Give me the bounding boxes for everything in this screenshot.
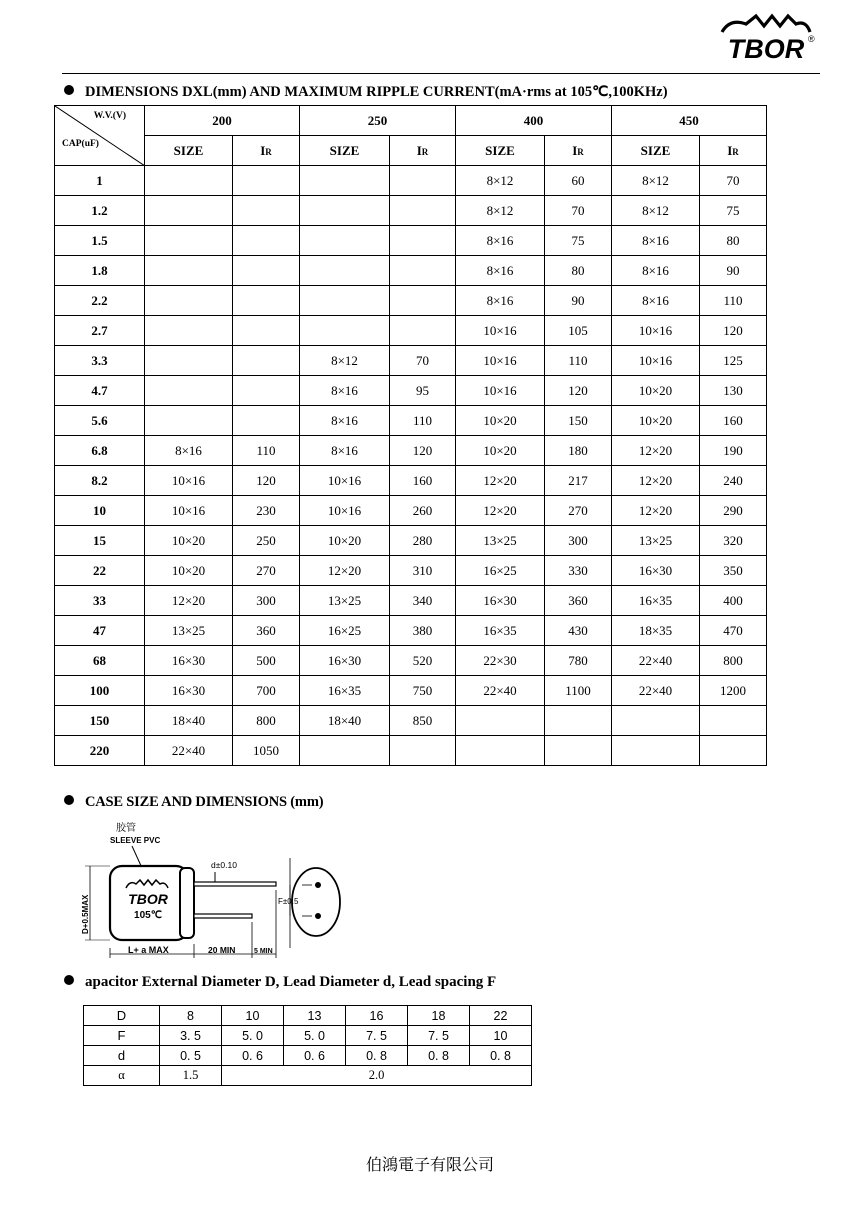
lead-dimension-table bbox=[83, 1005, 532, 1086]
ripple-cell bbox=[233, 256, 300, 286]
capacitance-cell: 47 bbox=[55, 616, 145, 646]
lead-bottom bbox=[194, 914, 252, 918]
size-cell: 8×12 bbox=[300, 346, 390, 376]
ripple-cell: 700 bbox=[233, 676, 300, 706]
size-cell bbox=[145, 226, 233, 256]
size-cell: 8×16 bbox=[456, 286, 545, 316]
ripple-cell: 270 bbox=[545, 496, 612, 526]
size-cell: 12×20 bbox=[456, 496, 545, 526]
size-cell: 8×16 bbox=[300, 436, 390, 466]
ripple-cell bbox=[545, 706, 612, 736]
table-row bbox=[84, 1006, 532, 1026]
ripple-cell bbox=[390, 736, 456, 766]
ripple-cell bbox=[390, 256, 456, 286]
table-row bbox=[55, 586, 767, 616]
size-cell: 10×16 bbox=[456, 346, 545, 376]
size-cell bbox=[300, 316, 390, 346]
table-row bbox=[84, 1026, 532, 1046]
dimension-value: 7. 5 bbox=[408, 1026, 470, 1046]
capacitance-cell: 1.2 bbox=[55, 196, 145, 226]
ripple-cell: 80 bbox=[545, 256, 612, 286]
size-cell: 22×40 bbox=[456, 676, 545, 706]
size-header: SIZE bbox=[145, 136, 233, 166]
ripple-cell bbox=[700, 736, 767, 766]
ripple-cell: 280 bbox=[390, 526, 456, 556]
dimension-value: 0. 6 bbox=[222, 1046, 284, 1066]
dimension-value: 0. 8 bbox=[408, 1046, 470, 1066]
table-row bbox=[55, 556, 767, 586]
registered-mark: ® bbox=[808, 34, 815, 44]
size-cell: 18×40 bbox=[145, 706, 233, 736]
ripple-cell: 310 bbox=[390, 556, 456, 586]
ripple-cell: 70 bbox=[545, 196, 612, 226]
ripple-cell bbox=[233, 346, 300, 376]
dimension-value: 8 bbox=[160, 1006, 222, 1026]
ripple-cell: 217 bbox=[545, 466, 612, 496]
size-cell: 12×20 bbox=[300, 556, 390, 586]
capacitance-cell: 15 bbox=[55, 526, 145, 556]
size-cell: 13×25 bbox=[612, 526, 700, 556]
size-cell: 18×35 bbox=[612, 616, 700, 646]
ripple-cell: 160 bbox=[700, 406, 767, 436]
ripple-cell: 125 bbox=[700, 346, 767, 376]
capacitance-cell: 5.6 bbox=[55, 406, 145, 436]
size-cell: 8×16 bbox=[300, 376, 390, 406]
dimension-value: 0. 5 bbox=[160, 1046, 222, 1066]
capacitance-cell: 68 bbox=[55, 646, 145, 676]
ripple-cell: 750 bbox=[390, 676, 456, 706]
size-cell bbox=[145, 376, 233, 406]
capacitance-cell: 1 bbox=[55, 166, 145, 196]
size-cell bbox=[145, 316, 233, 346]
size-cell bbox=[145, 166, 233, 196]
end-min-label: 5 MIN bbox=[254, 948, 273, 955]
ripple-cell: 520 bbox=[390, 646, 456, 676]
sleeve-cn-label: 胶管 bbox=[116, 823, 136, 834]
ripple-cell: 380 bbox=[390, 616, 456, 646]
size-cell: 16×30 bbox=[145, 676, 233, 706]
row-label: D bbox=[84, 1006, 160, 1026]
ripple-cell bbox=[390, 316, 456, 346]
table-row bbox=[55, 316, 767, 346]
ripple-cell: 340 bbox=[390, 586, 456, 616]
size-cell: 16×35 bbox=[456, 616, 545, 646]
size-cell: 8×12 bbox=[612, 196, 700, 226]
ripple-cell: 430 bbox=[545, 616, 612, 646]
size-header: SIZE bbox=[612, 136, 700, 166]
ripple-cell: 150 bbox=[545, 406, 612, 436]
voltage-header: 450 bbox=[612, 106, 767, 136]
ripple-cell: 120 bbox=[545, 376, 612, 406]
ripple-cell: 1050 bbox=[233, 736, 300, 766]
ripple-cell: 80 bbox=[700, 226, 767, 256]
ripple-cell: 90 bbox=[700, 256, 767, 286]
table-row bbox=[55, 226, 767, 256]
ripple-cell: 120 bbox=[233, 466, 300, 496]
table-row bbox=[55, 346, 767, 376]
dimension-value: 16 bbox=[346, 1006, 408, 1026]
ripple-cell bbox=[390, 226, 456, 256]
table-row bbox=[55, 406, 767, 436]
ripple-cell: 95 bbox=[390, 376, 456, 406]
size-cell: 16×25 bbox=[300, 616, 390, 646]
size-cell bbox=[456, 706, 545, 736]
voltage-header: 200 bbox=[145, 106, 300, 136]
size-cell: 10×20 bbox=[456, 406, 545, 436]
dimension-value: 10 bbox=[470, 1026, 532, 1046]
size-cell bbox=[612, 706, 700, 736]
size-cell: 12×20 bbox=[612, 466, 700, 496]
capacitance-cell: 8.2 bbox=[55, 466, 145, 496]
dimension-value: 5. 0 bbox=[222, 1026, 284, 1046]
capacitance-cell: 150 bbox=[55, 706, 145, 736]
size-cell bbox=[300, 196, 390, 226]
size-cell bbox=[456, 736, 545, 766]
ripple-cell: 240 bbox=[700, 466, 767, 496]
capacitor-end-cap bbox=[180, 868, 194, 938]
dimension-value: 3. 5 bbox=[160, 1026, 222, 1046]
capacitance-cell: 2.7 bbox=[55, 316, 145, 346]
size-cell: 22×30 bbox=[456, 646, 545, 676]
size-cell: 10×16 bbox=[612, 316, 700, 346]
size-cell: 22×40 bbox=[612, 676, 700, 706]
size-cell: 10×16 bbox=[456, 316, 545, 346]
size-cell: 16×30 bbox=[612, 556, 700, 586]
ripple-cell bbox=[233, 286, 300, 316]
size-cell: 12×20 bbox=[145, 586, 233, 616]
size-cell: 8×12 bbox=[456, 196, 545, 226]
size-cell: 10×20 bbox=[300, 526, 390, 556]
size-cell: 10×20 bbox=[456, 436, 545, 466]
size-cell: 22×40 bbox=[145, 736, 233, 766]
header-rule bbox=[62, 73, 820, 74]
ripple-cell: 130 bbox=[700, 376, 767, 406]
ripple-cell: 90 bbox=[545, 286, 612, 316]
table-row bbox=[55, 736, 767, 766]
ripple-cell: 105 bbox=[545, 316, 612, 346]
size-cell: 10×16 bbox=[456, 376, 545, 406]
size-cell bbox=[300, 286, 390, 316]
alpha-value: 1.5 bbox=[160, 1066, 222, 1086]
ir-header: IR bbox=[545, 136, 612, 166]
alpha-value: 2.0 bbox=[222, 1066, 532, 1086]
table-row bbox=[55, 376, 767, 406]
dimension-value: 22 bbox=[470, 1006, 532, 1026]
ripple-cell bbox=[233, 196, 300, 226]
ripple-cell: 230 bbox=[233, 496, 300, 526]
ripple-cell: 290 bbox=[700, 496, 767, 526]
size-cell: 10×16 bbox=[145, 466, 233, 496]
corner-wv-label: W.V.(V) bbox=[93, 111, 126, 121]
ripple-cell: 360 bbox=[233, 616, 300, 646]
corner-cell bbox=[55, 106, 145, 166]
ripple-current-table bbox=[54, 105, 767, 766]
table-row bbox=[55, 526, 767, 556]
ripple-cell: 400 bbox=[700, 586, 767, 616]
ripple-cell: 60 bbox=[545, 166, 612, 196]
voltage-header: 250 bbox=[300, 106, 456, 136]
capacitance-cell: 220 bbox=[55, 736, 145, 766]
table-row bbox=[55, 676, 767, 706]
ripple-cell: 500 bbox=[233, 646, 300, 676]
dimension-value: 5. 0 bbox=[284, 1026, 346, 1046]
voltage-header-row bbox=[55, 106, 767, 136]
capacitance-cell: 1.8 bbox=[55, 256, 145, 286]
bullet-icon bbox=[64, 85, 74, 95]
ripple-cell: 120 bbox=[700, 316, 767, 346]
ripple-cell: 75 bbox=[545, 226, 612, 256]
capacitance-cell: 100 bbox=[55, 676, 145, 706]
table-row bbox=[84, 1046, 532, 1066]
body-logo-text: TBOR bbox=[128, 891, 168, 907]
voltage-header: 400 bbox=[456, 106, 612, 136]
size-cell: 16×35 bbox=[612, 586, 700, 616]
ripple-section-title: DIMENSIONS DXL(mm) AND MAXIMUM RIPPLE CURRENT(mA·rms at 105℃,100KHz) bbox=[64, 84, 668, 101]
ripple-cell: 110 bbox=[700, 286, 767, 316]
case-section-title: CASE SIZE AND DIMENSIONS (mm) bbox=[64, 794, 323, 811]
size-cell: 8×16 bbox=[456, 256, 545, 286]
ripple-cell: 300 bbox=[545, 526, 612, 556]
size-cell: 10×20 bbox=[612, 376, 700, 406]
lead-top bbox=[194, 882, 276, 886]
size-cell: 12×20 bbox=[612, 496, 700, 526]
capacitance-cell: 2.2 bbox=[55, 286, 145, 316]
ripple-cell: 780 bbox=[545, 646, 612, 676]
ripple-cell: 850 bbox=[390, 706, 456, 736]
ripple-cell: 260 bbox=[390, 496, 456, 526]
ripple-cell: 110 bbox=[390, 406, 456, 436]
ripple-cell bbox=[390, 196, 456, 226]
ripple-cell bbox=[390, 286, 456, 316]
ripple-cell: 470 bbox=[700, 616, 767, 646]
size-cell: 16×25 bbox=[456, 556, 545, 586]
sleeve-leader-line bbox=[132, 846, 142, 868]
ripple-cell: 1100 bbox=[545, 676, 612, 706]
size-cell: 13×25 bbox=[145, 616, 233, 646]
size-cell bbox=[300, 166, 390, 196]
ripple-cell: 800 bbox=[700, 646, 767, 676]
ripple-cell: 120 bbox=[390, 436, 456, 466]
dimension-value: 18 bbox=[408, 1006, 470, 1026]
size-cell: 10×20 bbox=[145, 556, 233, 586]
company-name-footer: 伯鴻電子有限公司 bbox=[365, 1155, 494, 1174]
ripple-cell: 160 bbox=[390, 466, 456, 496]
size-cell bbox=[145, 286, 233, 316]
capacitance-cell: 3.3 bbox=[55, 346, 145, 376]
ripple-cell: 270 bbox=[233, 556, 300, 586]
corner-cap-label: CAP(uF) bbox=[62, 139, 99, 149]
ripple-cell: 250 bbox=[233, 526, 300, 556]
f-label: F±0.5 bbox=[278, 897, 299, 906]
size-cell: 10×16 bbox=[612, 346, 700, 376]
ripple-cell: 110 bbox=[233, 436, 300, 466]
capacitance-cell: 33 bbox=[55, 586, 145, 616]
capacitance-cell: 1.5 bbox=[55, 226, 145, 256]
row-label: F bbox=[84, 1026, 160, 1046]
table-row bbox=[55, 496, 767, 526]
table-row bbox=[55, 286, 767, 316]
size-cell: 10×16 bbox=[300, 466, 390, 496]
ripple-cell bbox=[233, 376, 300, 406]
size-cell bbox=[145, 406, 233, 436]
dimension-value: 0. 6 bbox=[284, 1046, 346, 1066]
size-cell: 13×25 bbox=[300, 586, 390, 616]
table-row bbox=[55, 616, 767, 646]
size-cell: 22×40 bbox=[612, 646, 700, 676]
size-cell: 10×20 bbox=[145, 526, 233, 556]
size-cell: 16×35 bbox=[300, 676, 390, 706]
size-cell: 10×16 bbox=[145, 496, 233, 526]
ripple-cell: 1200 bbox=[700, 676, 767, 706]
alpha-label: α bbox=[84, 1066, 160, 1086]
size-cell bbox=[300, 256, 390, 286]
size-cell bbox=[612, 736, 700, 766]
bullet-icon bbox=[64, 795, 74, 805]
capacitance-cell: 6.8 bbox=[55, 436, 145, 466]
company-logo bbox=[716, 12, 816, 66]
bullet-icon bbox=[64, 975, 74, 985]
size-cell: 8×12 bbox=[612, 166, 700, 196]
size-cell: 8×16 bbox=[145, 436, 233, 466]
size-cell: 8×12 bbox=[456, 166, 545, 196]
ir-header: IR bbox=[700, 136, 767, 166]
size-cell: 18×40 bbox=[300, 706, 390, 736]
end-view-circle bbox=[292, 868, 340, 936]
size-cell bbox=[300, 226, 390, 256]
ripple-cell: 190 bbox=[700, 436, 767, 466]
lead-section-title: apacitor External Diameter D, Lead Diameter d, Lead spacing F bbox=[64, 974, 496, 991]
table-row bbox=[55, 706, 767, 736]
capacitance-cell: 22 bbox=[55, 556, 145, 586]
ripple-cell bbox=[233, 406, 300, 436]
logo-text: TBOR bbox=[727, 34, 805, 64]
size-cell bbox=[300, 736, 390, 766]
table-row bbox=[55, 166, 767, 196]
ripple-cell: 350 bbox=[700, 556, 767, 586]
size-header: SIZE bbox=[300, 136, 390, 166]
size-cell: 8×16 bbox=[456, 226, 545, 256]
size-cell bbox=[145, 196, 233, 226]
size-cell: 12×20 bbox=[612, 436, 700, 466]
size-cell: 8×16 bbox=[612, 226, 700, 256]
ripple-cell: 800 bbox=[233, 706, 300, 736]
table-row bbox=[55, 646, 767, 676]
ripple-cell: 110 bbox=[545, 346, 612, 376]
table-row bbox=[55, 466, 767, 496]
ripple-cell: 320 bbox=[700, 526, 767, 556]
L-label: L+ a MAX bbox=[128, 945, 169, 955]
size-cell: 10×20 bbox=[612, 406, 700, 436]
capacitance-cell: 4.7 bbox=[55, 376, 145, 406]
size-header: SIZE bbox=[456, 136, 545, 166]
size-cell: 10×16 bbox=[300, 496, 390, 526]
ripple-cell: 180 bbox=[545, 436, 612, 466]
size-cell bbox=[145, 346, 233, 376]
dimension-value: 0. 8 bbox=[346, 1046, 408, 1066]
ripple-cell bbox=[233, 166, 300, 196]
dimension-value: 10 bbox=[222, 1006, 284, 1026]
row-label: d bbox=[84, 1046, 160, 1066]
ripple-cell bbox=[700, 706, 767, 736]
sleeve-en-label: SLEEVE PVC bbox=[110, 836, 161, 845]
column-header-row bbox=[55, 136, 767, 166]
ripple-cell: 330 bbox=[545, 556, 612, 586]
dimension-value: 7. 5 bbox=[346, 1026, 408, 1046]
table-row bbox=[55, 436, 767, 466]
capacitor-dimension-drawing bbox=[80, 818, 360, 960]
D-label: D+0.5MAX bbox=[81, 894, 90, 934]
ripple-cell bbox=[390, 166, 456, 196]
capacitance-cell: 10 bbox=[55, 496, 145, 526]
ir-header: IR bbox=[233, 136, 300, 166]
ripple-cell bbox=[545, 736, 612, 766]
ripple-cell: 70 bbox=[390, 346, 456, 376]
table-row bbox=[55, 196, 767, 226]
dimension-value: 13 bbox=[284, 1006, 346, 1026]
lead-min-label: 20 MIN bbox=[208, 945, 236, 955]
size-cell: 12×20 bbox=[456, 466, 545, 496]
size-cell: 16×30 bbox=[456, 586, 545, 616]
size-cell: 16×30 bbox=[300, 646, 390, 676]
ripple-cell: 70 bbox=[700, 166, 767, 196]
ripple-cell: 300 bbox=[233, 586, 300, 616]
ripple-cell: 360 bbox=[545, 586, 612, 616]
size-cell: 8×16 bbox=[612, 286, 700, 316]
table-row bbox=[55, 256, 767, 286]
dimension-value: 0. 8 bbox=[470, 1046, 532, 1066]
body-temp-text: 105℃ bbox=[134, 910, 162, 921]
size-cell: 16×30 bbox=[145, 646, 233, 676]
ripple-cell bbox=[233, 316, 300, 346]
size-cell: 8×16 bbox=[300, 406, 390, 436]
ripple-cell bbox=[233, 226, 300, 256]
d-label: d±0.10 bbox=[211, 860, 237, 870]
ir-header: IR bbox=[390, 136, 456, 166]
size-cell: 13×25 bbox=[456, 526, 545, 556]
size-cell: 8×16 bbox=[612, 256, 700, 286]
size-cell bbox=[145, 256, 233, 286]
ripple-cell: 75 bbox=[700, 196, 767, 226]
alpha-row bbox=[84, 1066, 532, 1086]
